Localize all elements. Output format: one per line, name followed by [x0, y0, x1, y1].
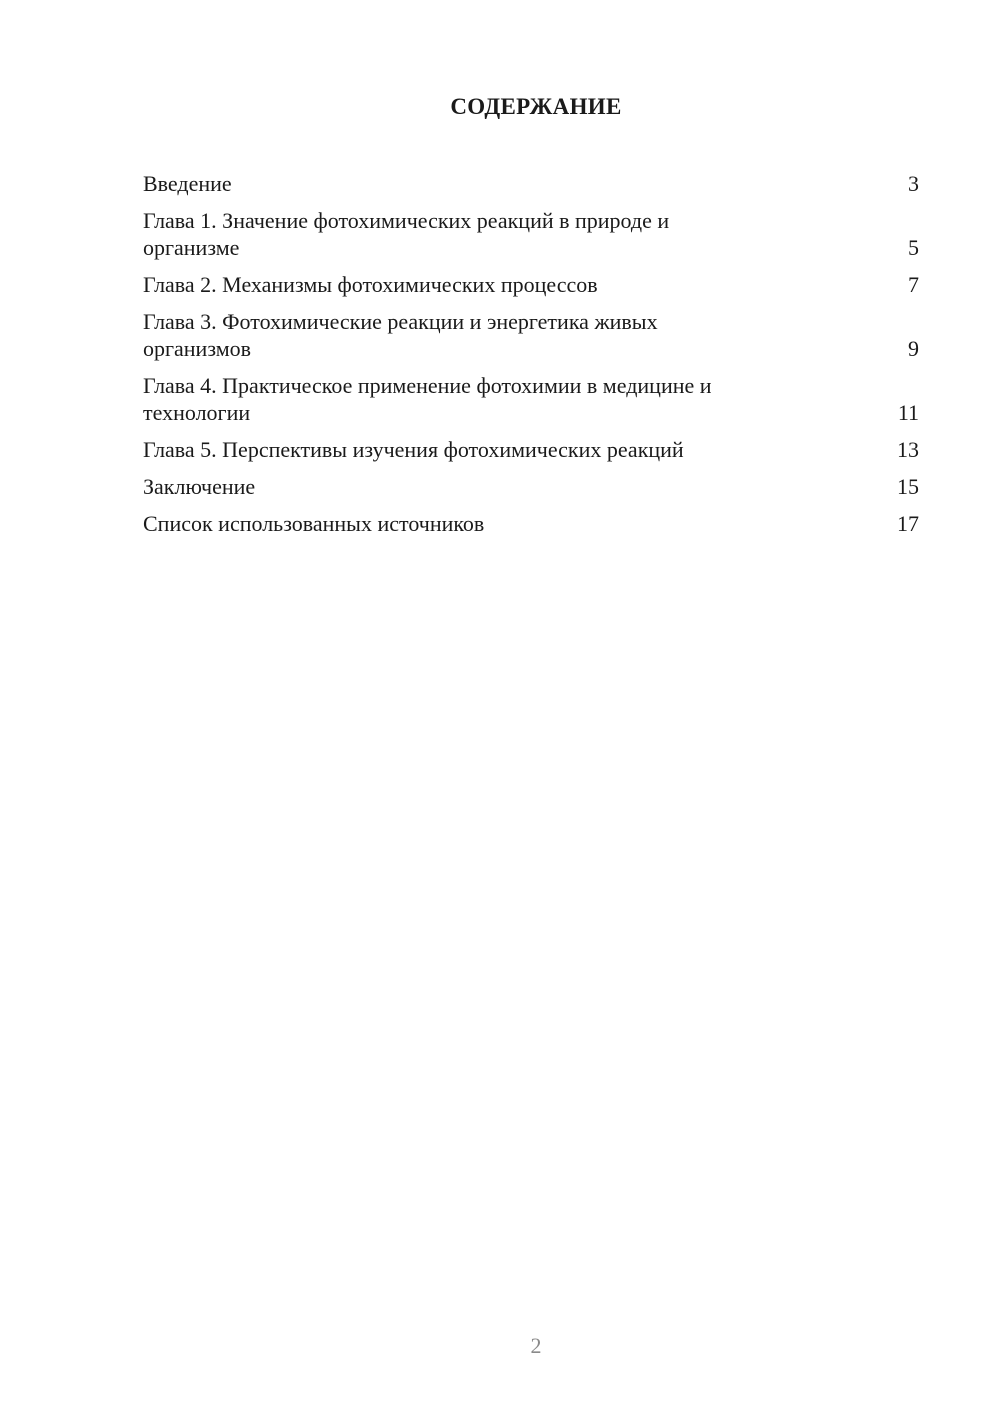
toc-entry-page: 11 — [897, 400, 919, 425]
page-title: СОДЕРЖАНИЕ — [450, 94, 622, 119]
toc-entry-page: 13 — [897, 437, 919, 462]
toc-entry-label: Глава 1. Значение фотохимических реакций в природе и организме — [143, 208, 670, 260]
toc-entry-label: Заключение — [143, 474, 256, 499]
toc-entry-chapter-4 — [143, 372, 919, 426]
toc-entry-references — [143, 510, 919, 537]
table-of-contents — [143, 170, 919, 547]
toc-entry-chapter-3 — [143, 308, 919, 362]
toc-entry-page: 7 — [908, 272, 919, 297]
toc-entry-conclusion — [143, 473, 919, 500]
toc-entry-chapter-5 — [143, 436, 919, 463]
toc-entry-page: 17 — [897, 511, 919, 536]
toc-entry-page: 15 — [897, 474, 919, 499]
toc-entry-page: 9 — [908, 336, 919, 361]
page-number: 2 — [530, 1333, 542, 1358]
toc-entry-page: 3 — [908, 171, 919, 196]
toc-entry-label: Глава 4. Практическое применение фотохимии в медицине и технологии — [143, 373, 712, 425]
toc-entry-introduction — [143, 170, 919, 197]
toc-entry-label: Введение — [143, 171, 232, 196]
toc-entry-page: 5 — [908, 235, 919, 260]
toc-entry-label: Глава 3. Фотохимические реакции и энергетика живых организмов — [143, 309, 658, 361]
toc-entry-label: Список использованных источников — [143, 511, 485, 536]
toc-entry-label: Глава 5. Перспективы изучения фотохимических реакций — [143, 437, 684, 462]
toc-entry-chapter-2 — [143, 271, 919, 298]
toc-entry-label: Глава 2. Механизмы фотохимических процессов — [143, 272, 598, 297]
toc-entry-chapter-1 — [143, 207, 919, 261]
